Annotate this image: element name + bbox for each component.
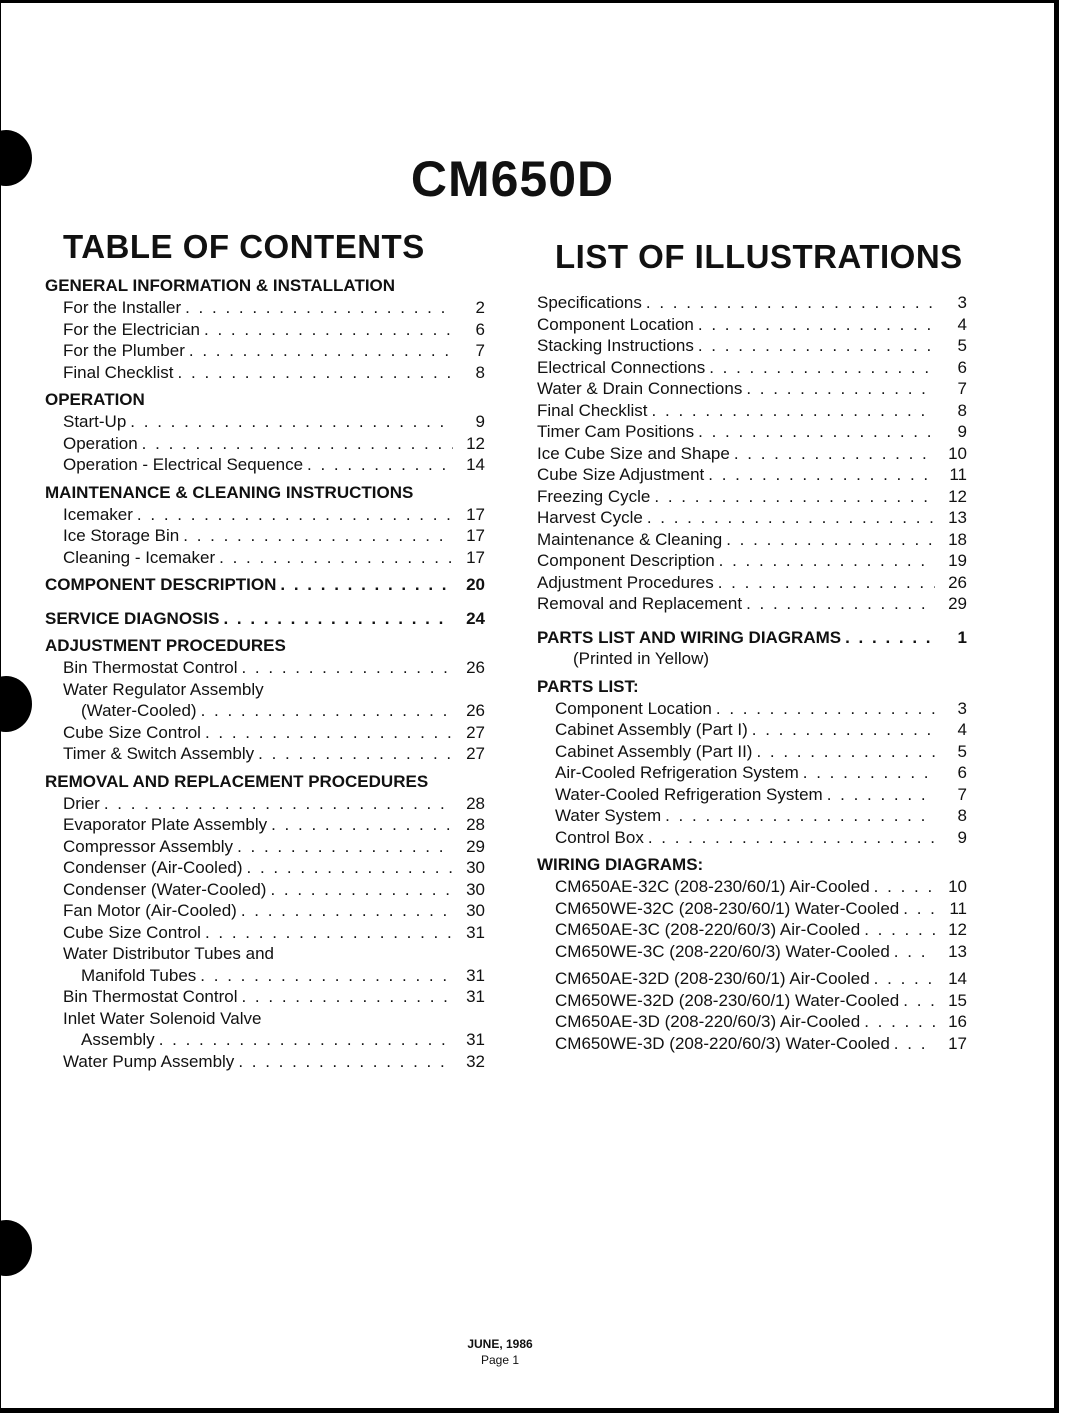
dot-leader [647,508,935,528]
toc-entry [45,837,485,859]
entry-page: 17 [466,504,485,524]
entry-page: 30 [466,879,485,899]
entry-page: 27 [466,744,485,763]
entry-label: Bin Thermostat Control [63,658,238,677]
dot-leader [185,298,453,318]
toc-entry [45,701,485,723]
entry-page: 12 [948,920,967,939]
toc-entry [45,966,485,988]
toc-entry [45,320,485,342]
entry-label: Water System [555,806,662,825]
section-heading: GENERAL INFORMATION & INSTALLATION [45,276,396,295]
section-heading: ADJUSTMENT PROCEDURES [45,636,286,655]
dot-leader [307,455,453,475]
toc-entry [45,526,485,548]
dot-leader [719,551,935,571]
dot-leader [734,444,935,464]
entry-page: 1 [957,627,967,647]
entry-label: Timer Cam Positions [537,422,695,441]
toc-entry [537,315,967,337]
toc-entry [537,594,967,616]
entry-label: CM650AE-32D (208-230/60/1) Air-Cooled [555,969,870,988]
dot-leader [238,1052,453,1072]
entry-page: 17 [466,547,485,567]
dot-leader [241,658,453,678]
toc-entry [45,298,485,320]
toc-entry [45,548,485,570]
toc-entry [45,815,485,837]
dot-leader [219,548,453,568]
entry-page: 9 [957,827,967,847]
dot-leader [137,505,453,525]
entry-page: 7 [957,784,967,804]
footer-page: Page 1 [480,1353,520,1367]
entry-label: Removal and Replacement [537,594,743,613]
toc-entry [537,991,967,1013]
entry-label: Condenser (Air-Cooled) [63,858,243,877]
entry-label: For the Installer [63,298,182,317]
entry-page: 19 [948,551,967,570]
entry-label: Operation - Electrical Sequence [63,455,304,474]
dot-leader [726,530,935,550]
toc-entry [45,363,485,385]
entry-page: 10 [948,443,967,463]
entry-label: Final Checklist [63,362,174,382]
entry-page: 6 [475,319,485,339]
entry-label: Condenser (Water-Cooled) [63,879,267,899]
dot-leader [223,609,453,629]
entry-label: Adjustment Procedures [537,572,714,592]
entry-label: Water-Cooled Refrigeration System [555,784,823,804]
section-heading: MAINTENANCE & CLEANING INSTRUCTIONS [45,482,414,502]
toc-entry [537,742,967,764]
entry-page: 29 [948,594,967,613]
dot-leader [183,526,453,546]
entry-page: 12 [466,433,485,453]
entry-label: Bin Thermostat Control [63,987,238,1006]
entry-label: Control Box [555,827,644,847]
entry-label: CM650AE-32C (208-230/60/1) Air-Cooled [555,877,870,896]
entry-page: 6 [957,763,967,782]
table-of-contents [45,276,485,1073]
entry-label: Assembly [81,1030,155,1049]
entry-page: 32 [466,1051,485,1071]
entry-page: 3 [957,698,967,718]
entry-page: 31 [466,987,485,1006]
entry-label: SERVICE DIAGNOSIS [45,608,220,628]
entry-page: 14 [948,969,967,988]
entry-label: CM650WE-3C (208-220/60/3) Water-Cooled [555,941,890,961]
toc-entry [45,794,485,816]
entry-label: Harvest Cycle [537,508,643,527]
toc-entry [45,744,485,766]
dot-leader [237,837,453,857]
footer [0,1336,1000,1368]
entry-label: Water Distributor Tubes and [63,944,275,963]
entry-page: 31 [466,965,485,985]
entry-page: 27 [466,722,485,742]
entry-label: CM650WE-32C (208-230/60/1) Water-Cooled [555,898,900,918]
entry-label: Component Description [537,551,715,570]
entry-page: 10 [948,877,967,896]
entry-label: Evaporator Plate Assembly [63,815,268,834]
dot-leader [864,920,935,940]
toc-entry [45,1052,485,1074]
toc-entry [45,858,485,880]
entry-label: Stacking Instructions [537,336,694,355]
entry-page: 30 [466,901,485,920]
entry-page: 3 [957,293,967,312]
dot-leader [903,991,935,1011]
entry-label: Compressor Assembly [63,836,234,856]
footer-date: JUNE, 1986 [467,1337,533,1351]
toc-entry [45,923,485,945]
toc-entry [537,877,967,899]
dot-leader [746,379,935,399]
dot-leader [280,575,453,595]
toc-entry [45,341,485,363]
dot-leader [241,901,453,921]
dot-leader [845,628,935,648]
dot-leader [247,858,453,878]
entry-page: 11 [949,465,967,484]
toc-entry [537,530,967,552]
dot-leader [200,966,453,986]
entry-label: Timer & Switch Assembly [63,744,255,763]
entry-label: CM650WE-32D (208-230/60/1) Water-Cooled [555,990,900,1010]
entry-label: CM650WE-3D (208-220/60/3) Water-Cooled [555,1033,890,1053]
section-heading: REMOVAL AND REPLACEMENT PROCEDURES [45,771,429,791]
toc-entry [45,880,485,902]
toc-entry [45,575,485,597]
section-heading: PARTS LIST: [537,676,639,696]
dot-leader [698,336,935,356]
entry-page: 29 [466,836,485,856]
toc-entry [537,763,967,785]
dot-leader [205,723,453,743]
dot-leader [654,487,935,507]
toc-entry [537,920,967,942]
entry-label: Cube Size Control [63,922,201,942]
entry-page: 5 [957,741,967,761]
entry-page: 5 [957,336,967,355]
entry-page: 18 [948,529,967,549]
toc-entry [537,444,967,466]
toc-entry [537,551,967,573]
entry-label: Manifold Tubes [81,965,197,985]
entry-page: 12 [948,486,967,506]
entry-label: Cabinet Assembly (Part II) [555,741,753,761]
toc-entry [45,1030,485,1052]
entry-page: 13 [948,508,967,527]
toc-entry [537,508,967,530]
toc-entry [537,336,967,358]
entry-label: PARTS LIST AND WIRING DIAGRAMS [537,627,842,647]
toc-entry [45,455,485,477]
dot-leader [894,942,935,962]
toc-entry [537,1034,967,1056]
toc-entry [537,828,967,850]
entry-page: 28 [466,793,485,813]
dot-leader [698,422,935,442]
entry-label: CM650AE-3C (208-220/60/3) Air-Cooled [555,920,861,939]
entry-label: Cabinet Assembly (Part I) [555,720,748,739]
toc-entry [45,723,485,745]
entry-page: 11 [949,898,967,918]
dot-leader [665,806,935,826]
toc-entry [537,628,967,650]
entry-label: COMPONENT DESCRIPTION [45,575,277,594]
dot-leader [104,794,453,814]
entry-label: Icemaker [63,504,133,524]
dot-leader [874,969,935,989]
entry-label: For the Electrician [63,319,200,339]
entry-page: 26 [466,658,485,677]
parts-note: (Printed in Yellow) [573,649,710,668]
toc-entry [537,401,967,423]
entry-label: Water Regulator Assembly [63,679,264,699]
entry-label: Component Location [555,698,712,718]
toc-entry [537,465,967,487]
toc-entry [45,412,485,434]
entry-page: 24 [466,608,485,628]
entry-label: Operation [63,433,138,453]
dot-leader [874,877,935,897]
section-heading: OPERATION [45,390,145,409]
dot-leader [142,434,453,454]
entry-label: Water & Drain Connections [537,379,743,398]
toc-entry [537,899,967,921]
entry-page: 30 [466,858,485,877]
dot-leader [827,785,935,805]
dot-leader [204,320,453,340]
dot-leader [241,987,453,1007]
entry-label: Water Pump Assembly [63,1051,235,1071]
toc-entry [45,658,485,680]
entry-label: Start-Up [63,412,127,431]
entry-page: 9 [957,422,967,441]
dot-leader [708,465,935,485]
entry-page: 4 [957,314,967,334]
entry-label: CM650AE-3D (208-220/60/3) Air-Cooled [555,1012,861,1031]
entry-label: Cube Size Control [63,722,201,742]
dot-leader [205,923,453,943]
entry-page: 15 [948,990,967,1010]
dot-leader [752,720,935,740]
entry-label: For the Plumber [63,341,185,360]
dot-leader [716,699,935,719]
entry-page: 31 [466,922,485,942]
entry-page: 17 [466,526,485,545]
entry-label: Component Location [537,314,694,334]
dot-leader [159,1030,453,1050]
toc-entry [45,609,485,631]
dot-leader [864,1012,935,1032]
entry-page: 13 [948,941,967,961]
entry-label: Electrical Connections [537,357,706,377]
toc-entry [537,785,967,807]
entry-page: 26 [466,701,485,720]
entry-label: Freezing Cycle [537,486,651,506]
entry-label: Ice Storage Bin [63,526,180,545]
toc-entry [537,487,967,509]
entry-label: Specifications [537,293,642,312]
entry-page: 7 [475,341,485,360]
dot-leader [756,742,935,762]
dot-leader [271,815,453,835]
dot-leader [189,341,453,361]
entry-label: Cleaning - Icemaker [63,547,216,567]
dot-leader [258,744,453,764]
dot-leader [698,315,935,335]
toc-entry [537,293,967,315]
toc-entry [537,806,967,828]
dot-leader [178,363,453,383]
dot-leader [718,573,935,593]
entry-page: 20 [466,575,485,594]
entry-page: 2 [475,298,485,317]
entry-page: 9 [475,412,485,431]
dot-leader [903,899,935,919]
dot-leader [709,358,935,378]
toc-entry [537,699,967,721]
entry-page: 28 [466,815,485,834]
toc-entry [537,358,967,380]
document-title: CM650D [410,151,615,207]
entry-page: 17 [948,1033,967,1053]
entry-page: 14 [466,455,485,474]
dot-leader [270,880,453,900]
list-of-illustrations [537,293,967,1055]
entry-label: Cube Size Adjustment [537,465,705,484]
dot-leader [648,828,935,848]
entry-label: Maintenance & Cleaning [537,529,723,549]
toc-entry [45,434,485,456]
dot-leader [746,594,935,614]
entry-label: Fan Motor (Air-Cooled) [63,901,237,920]
toc-entry [537,573,967,595]
entry-page: 4 [957,720,967,739]
toc-entry [537,422,967,444]
toc-entry [537,1012,967,1034]
entry-page: 8 [475,362,485,382]
entry-page: 16 [948,1012,967,1031]
toc-entry [45,901,485,923]
dot-leader [130,412,453,432]
entry-page: 26 [948,572,967,592]
toc-entry [537,969,967,991]
entry-label: Ice Cube Size and Shape [537,443,730,463]
toc-entry [537,720,967,742]
entry-page: 6 [957,357,967,377]
entry-label: (Water-Cooled) [81,701,197,720]
entry-label: Air-Cooled Refrigeration System [555,763,799,782]
entry-page: 8 [957,400,967,420]
dot-leader [803,763,935,783]
dot-leader [646,293,935,313]
toc-entry [537,942,967,964]
dot-leader [652,401,935,421]
dot-leader [201,701,453,721]
toc-entry [45,987,485,1009]
entry-page: 7 [957,379,967,398]
toc-entry [45,505,485,527]
dot-leader [894,1034,935,1054]
entry-page: 8 [957,806,967,825]
entry-page: 31 [466,1030,485,1049]
entry-label: Drier [63,793,100,813]
toc-entry [537,379,967,401]
entry-label: Final Checklist [537,400,648,420]
entry-label: Inlet Water Solenoid Valve [63,1008,262,1028]
toc-heading: TABLE OF CONTENTS [63,228,425,265]
section-heading: WIRING DIAGRAMS: [537,855,704,874]
loi-heading: LIST OF ILLUSTRATIONS [555,238,963,275]
